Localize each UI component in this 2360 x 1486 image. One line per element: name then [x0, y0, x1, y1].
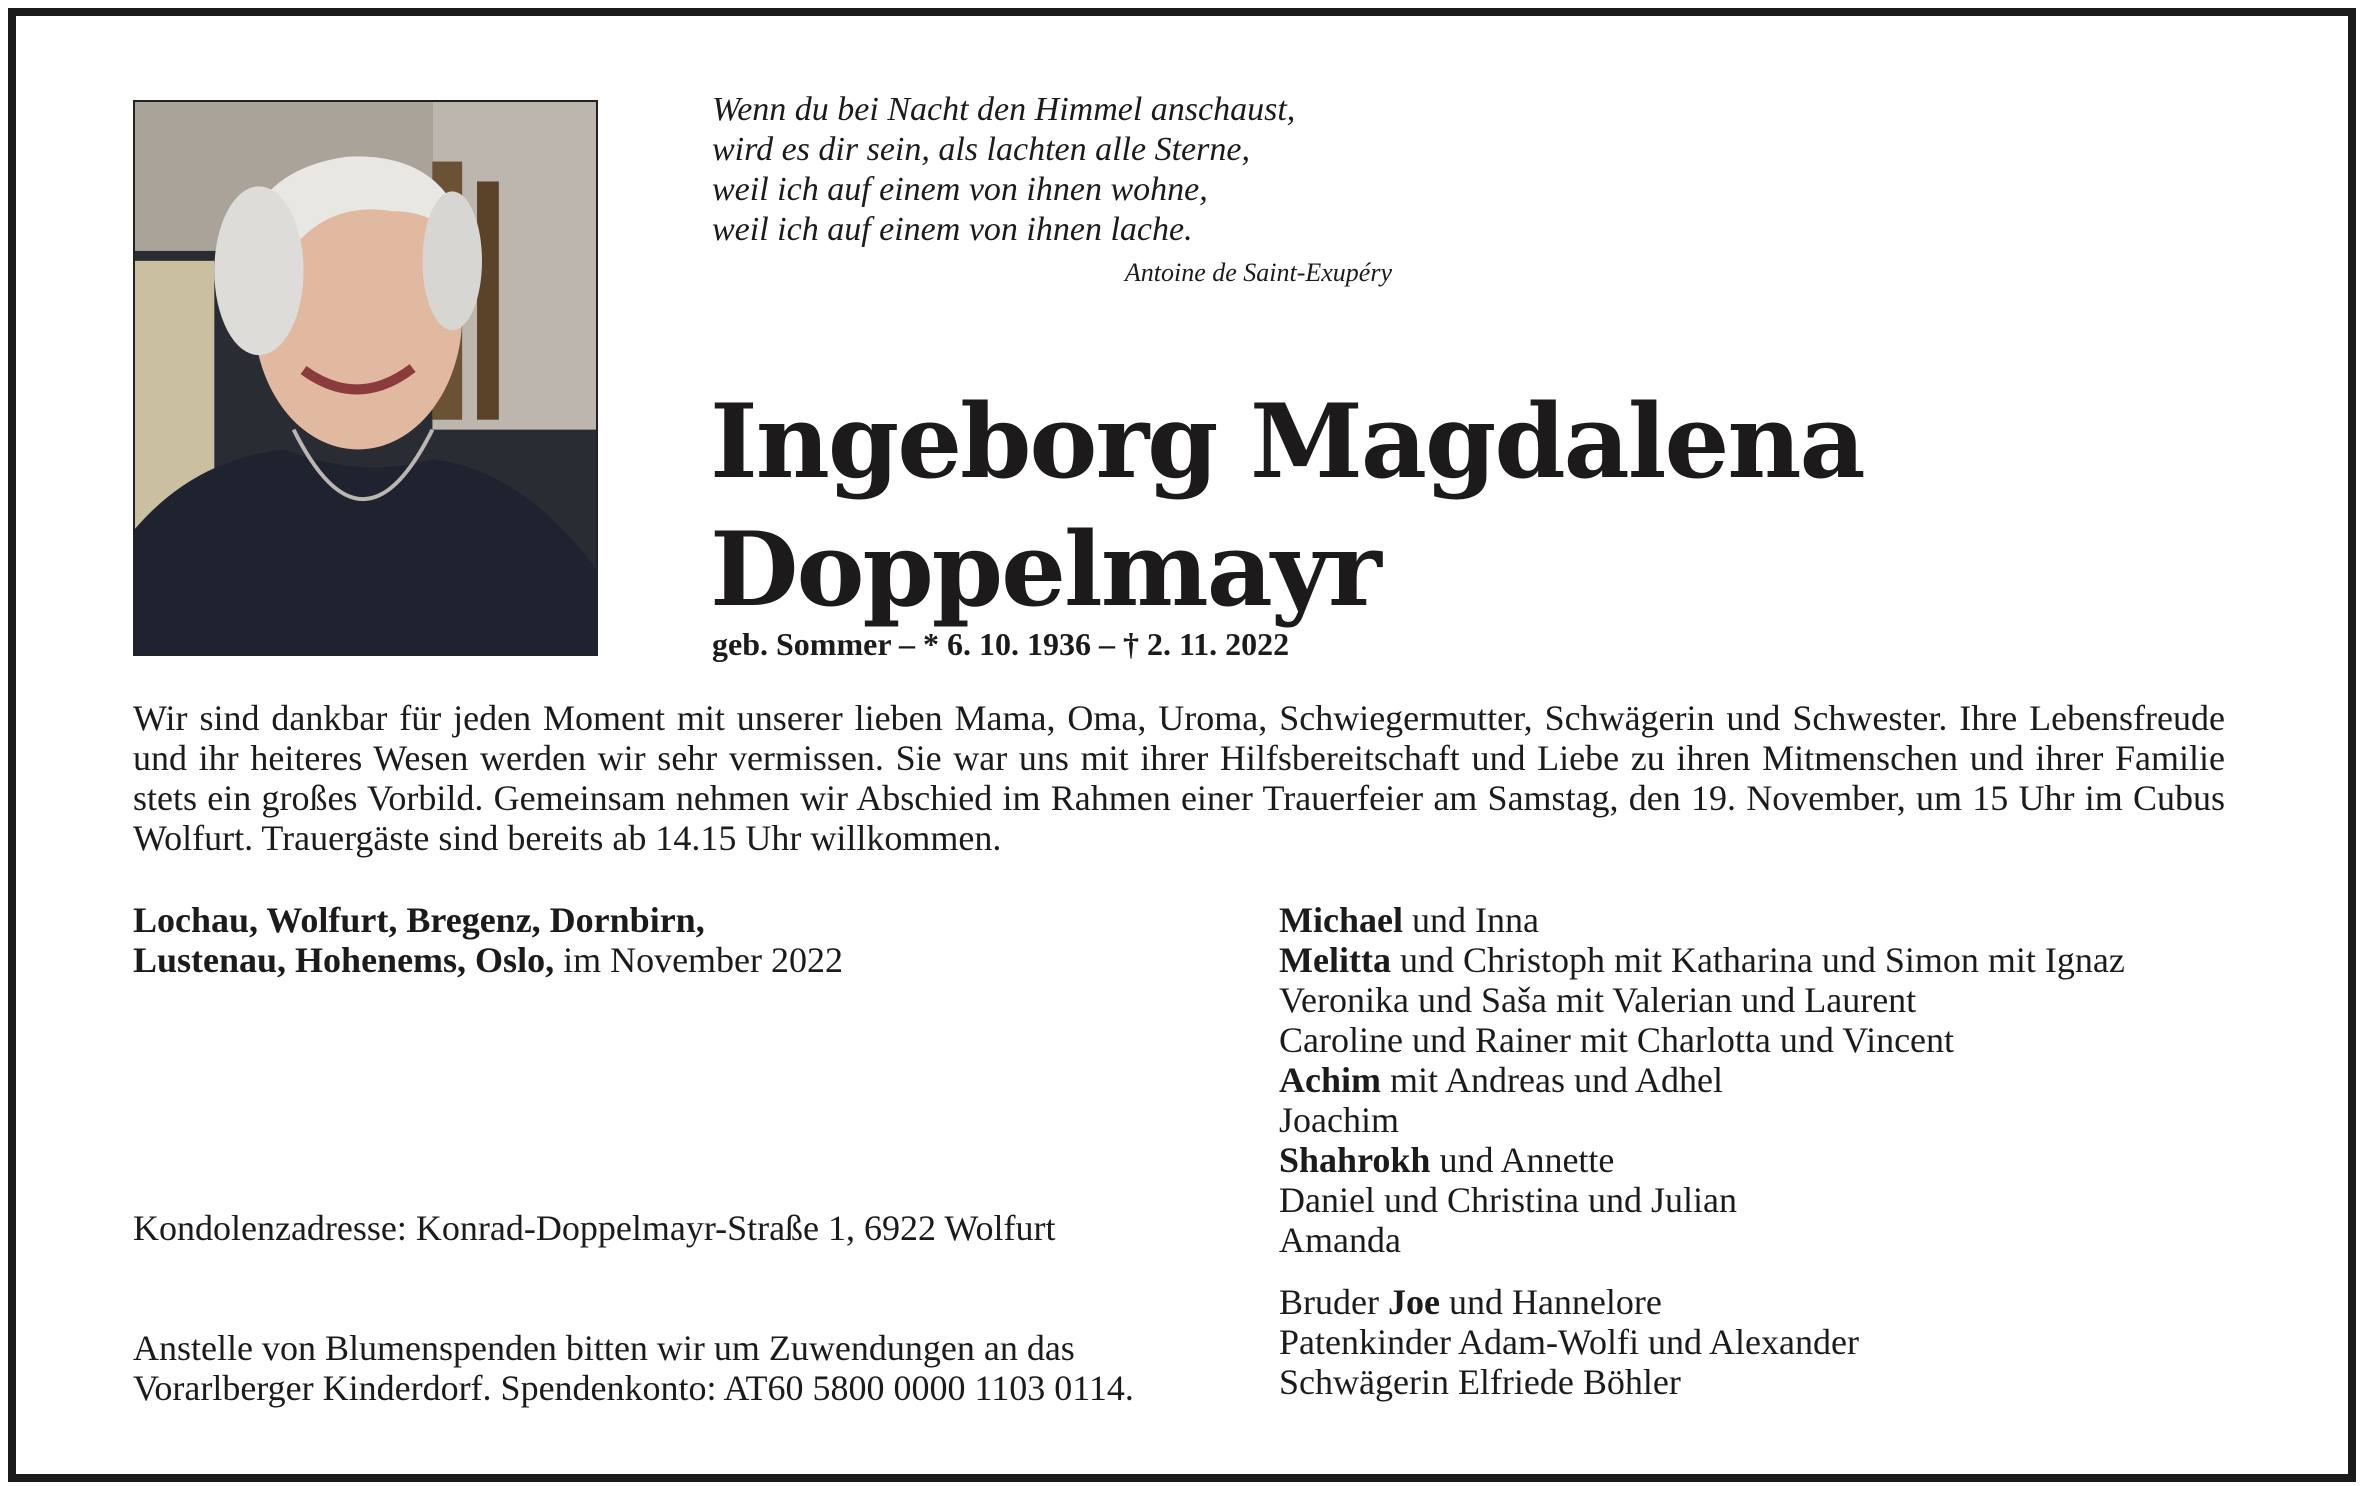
- family-entry: [1279, 1060, 2339, 1100]
- sister-in-law-entry: Schwägerin Elfriede Böhler: [1279, 1362, 1681, 1402]
- donation-line-1: Anstelle von Blumenspenden bitten wir um Zuwendungen an das: [133, 1328, 1075, 1368]
- family-member-name: Melitta: [1279, 940, 1391, 980]
- family-entry: [1279, 900, 2339, 940]
- family-gap: [1279, 1260, 2339, 1282]
- family-entry: [1279, 1140, 2339, 1180]
- family-member-rest: und Christoph mit Katharina und Simon mit Ignaz: [1390, 940, 2125, 980]
- family-member-name: Michael: [1279, 900, 1403, 940]
- donation-line-2: Vorarlberger Kinderdorf. Spendenkonto: AT60 5800 0000 1103 0114.: [133, 1368, 1134, 1408]
- condolence-address: Kondolenzadresse: Konrad-Doppelmayr-Straße 1, 6922 Wolfurt: [133, 1208, 1056, 1248]
- family-list: [1279, 900, 2339, 1402]
- quote-line: weil ich auf einem von ihnen lache.: [712, 211, 1193, 248]
- deceased-last-name: Doppelmayr: [710, 510, 1380, 630]
- brother-entry: [1279, 1282, 2339, 1322]
- life-dates: geb. Sommer – * 6. 10. 1936 – † 2. 11. 2022: [712, 626, 1290, 662]
- portrait-illustration: [135, 102, 596, 654]
- family-member-rest: Joachim: [1279, 1100, 1399, 1140]
- places-and-date: [133, 900, 1233, 980]
- godchildren-entry: Patenkinder Adam-Wolfi und Alexander: [1279, 1322, 1859, 1362]
- family-entry: [1279, 1180, 2339, 1220]
- places-line-2: Lustenau, Hohenems, Oslo,: [133, 940, 555, 980]
- family-member-rest: und Annette: [1430, 1140, 1615, 1180]
- family-member-rest: Caroline und Rainer mit Charlotta und Vincent: [1279, 1020, 1955, 1060]
- brother-rest: und Hannelore: [1439, 1282, 1662, 1322]
- family-member-name: Achim: [1279, 1060, 1381, 1100]
- family-member-rest: Amanda: [1279, 1220, 1401, 1260]
- portrait-photo: [133, 100, 598, 656]
- family-member-rest: und Inna: [1402, 900, 1539, 940]
- deceased-name: [710, 378, 1910, 634]
- obituary-text: Wir sind dankbar für jeden Moment mit unserer lieben Mama, Oma, Uroma, Schwiegermutter, Schwägerin und Schwester. Ihre Lebensfreude und ihr heiteres Wesen werden wir sehr vermissen. Sie war uns mit ihrer Hilfsbereitschaft und Liebe zu ihren Mitmenschen und ihrer Familie stets ein großes Vorbild. Gemeinsam nehmen wir Abschied im Rahmen einer Trauerfeier am Samstag, den 19. November, um 15 Uhr im Cubus Wolfurt. Trauergäste sind bereits ab 14.15 Uhr willkommen.: [133, 698, 2225, 858]
- deceased-first-names: Ingeborg Magdalena: [710, 382, 1864, 502]
- family-member-rest: Daniel und Christina und Julian: [1279, 1180, 1737, 1220]
- family-entry: [1279, 1220, 2339, 1260]
- epigraph-quote: [712, 90, 1392, 290]
- family-entry: [1279, 1100, 2339, 1140]
- family-member-rest: mit Andreas und Adhel: [1381, 1060, 1723, 1100]
- family-entry: [1279, 980, 2339, 1020]
- notice-date: im November 2022: [554, 940, 844, 980]
- quote-author: Antoine de Saint-Exupéry: [1124, 258, 1392, 287]
- brother-name: Joe: [1387, 1282, 1440, 1322]
- family-member-name: Shahrokh: [1279, 1140, 1431, 1180]
- donation-note: [133, 1328, 1263, 1408]
- quote-line: Wenn du bei Nacht den Himmel anschaust,: [712, 91, 1296, 128]
- family-member-rest: Veronika und Saša mit Valerian und Laurent: [1279, 980, 1917, 1020]
- family-entry: [1279, 1020, 2339, 1060]
- quote-line: weil ich auf einem von ihnen wohne,: [712, 171, 1208, 208]
- quote-line: wird es dir sein, als lachten alle Sterne,: [712, 131, 1250, 168]
- brother-prefix: Bruder: [1279, 1282, 1388, 1322]
- places-line-1: Lochau, Wolfurt, Bregenz, Dornbirn,: [133, 900, 705, 940]
- family-entry: [1279, 940, 2339, 980]
